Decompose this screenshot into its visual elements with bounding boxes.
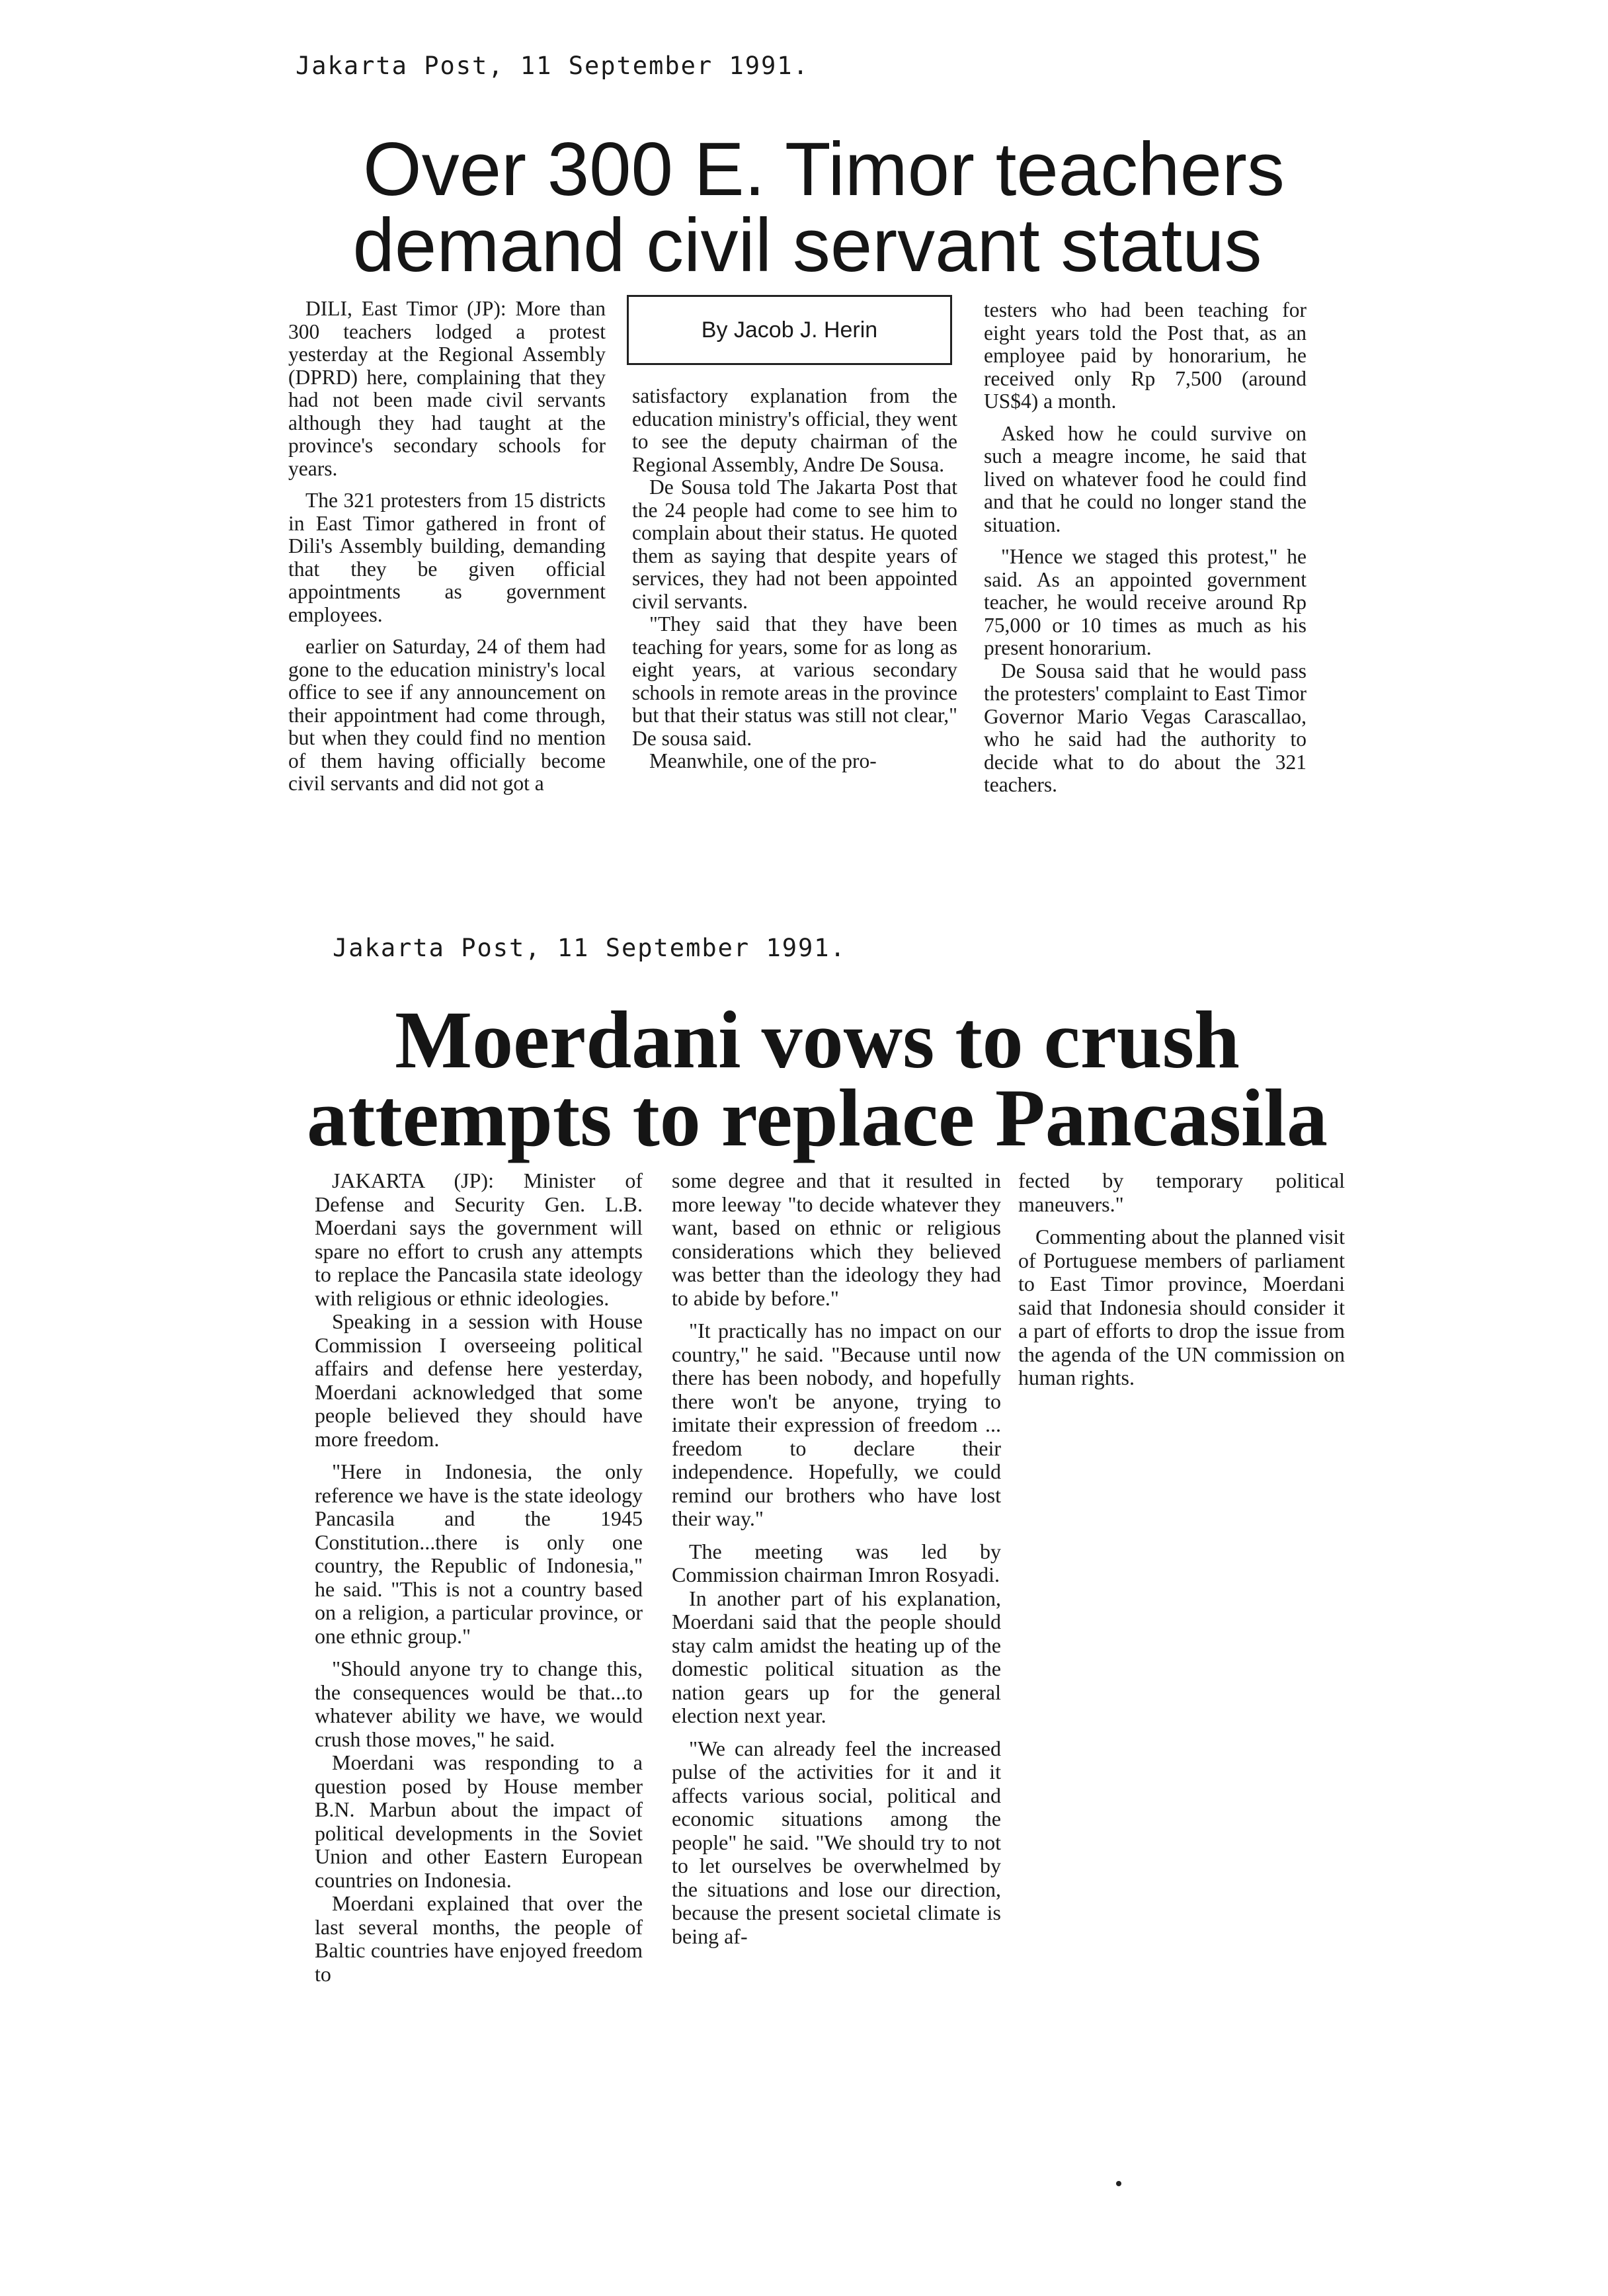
paragraph: "Should anyone try to change this, the consequences would be that...to whatever ability we have, we would crush those moves," he said. [315,1657,643,1751]
article1-column-3 [984,299,1306,797]
paragraph: De Sousa told The Jakarta Post that the 24 people had come to see him to complain about their status. He quoted them as saying that despite years of services, they had not been appointed civil servants. [632,475,957,613]
paragraph: Moerdani was responding to a question posed by House member B.N. Marbun about the impact of political developments in the Soviet Union and other Eastern European countries on Indonesia. [315,1750,643,1892]
paragraph: fected by temporary political maneuvers." [1018,1168,1345,1216]
paragraph: Moerdani explained that over the last several months, the people of Baltic countries have enjoyed freedom to [315,1891,643,1986]
article1-column-2 [632,385,957,773]
article2-source: Jakarta Post, 11 September 1991. [333,934,846,962]
paragraph: Speaking in a session with House Commission I overseeing political affairs and defense here yesterday, Moerdani acknowledged that some people believed they should have more freedom. [315,1309,643,1451]
article2-column-1 [315,1169,643,1986]
article1-headline-line1: Over 300 E. Timor teachers [363,128,1285,212]
paragraph: testers who had been teaching for eight years told the Post that, as an employee paid by honorarium, he received only Rp 7,500 (around US$4) a month. [984,298,1306,413]
paragraph: "Here in Indonesia, the only reference we have is the state ideology Pancasila and the 1945 Constitution...there is only one country, the Republic of Indonesia," he said. "This is not a country based on a religion, a particular province, or one ethnic group." [315,1459,643,1648]
paragraph: some degree and that it resulted in more leeway "to decide whatever they want, based on ethnic or religious considerations which they believed was better than the ideology they had to abide by before." [672,1168,1001,1310]
paragraph: De Sousa said that he would pass the protesters' complaint to East Timor Governor Mario Vegas Carascallao, who he said had the authority to decide what to do about the 321 teachers. [984,659,1306,796]
paragraph: "They said that they have been teaching for years, some for as long as eight years, at various secondary schools in remote areas in the province but that their status was still not clear," De sousa said. [632,612,957,750]
article1-byline: By Jacob J. Herin [627,295,952,365]
article1-source: Jakarta Post, 11 September 1991. [296,52,809,80]
paragraph: satisfactory explanation from the education ministry's official, they went to see the deputy chairman of the Regional Assembly, Andre De Sousa. [632,384,957,476]
paragraph: The meeting was led by Commission chairman Imron Rosyadi. [672,1539,1001,1586]
paragraph: JAKARTA (JP): Minister of Defense and Security Gen. L.B. Moerdani says the government will spare no effort to crush any attempts to replace the Pancasila state ideology with religious or ethnic ideologies. [315,1168,643,1310]
paragraph: The 321 protesters from 15 districts in East Timor gathered in front of Dili's Assembly building, demanding that they be given official appointments as government employees. [288,489,606,626]
paragraph: Commenting about the planned visit of Portuguese members of parliament to East Timor province, Moerdani said that Indonesia should consider it a part of efforts to drop the issue from the agenda of the UN commission on human rights. [1018,1225,1345,1389]
paragraph: Asked how he could survive on such a meagre income, he said that lived on whatever food he could find and that he could no longer stand the situation. [984,421,1306,536]
paragraph: "Hence we staged this protest," he said. As an appointed government teacher, he would receive around Rp 75,000 or 10 times as much as his present honorarium. [984,545,1306,659]
paragraph: Meanwhile, one of the pro- [649,749,877,772]
paragraph: earlier on Saturday, 24 of them had gone to the education ministry's local office to see if any announcement on their appointment had come through, but when they could find no mention of them having officially become civil servants and did not got a [288,635,606,795]
article2-headline-line1: Moerdani vows to crush [395,995,1240,1085]
article1-column-1 [288,298,606,796]
paragraph: In another part of his explanation, Moerdani said that the people should stay calm amidst the heating up of the domestic political situation as the nation gears up for the general election next year. [672,1586,1001,1727]
paragraph: "We can already feel the increased pulse of the activities for it and it affects various social, political and economic situations among the people" he said. "We should try to not to let ourselves be overwhelmed by the situations and lose our direction, because the present societal climate is being af- [672,1736,1001,1948]
article2-column-3 [1018,1169,1345,1390]
article2-headline-line2: attempts to replace Pancasila [307,1073,1328,1163]
article2-column-2 [672,1169,1001,1948]
paragraph: DILI, East Timor (JP): More than 300 teachers lodged a protest yesterday at the Regional Assembly (DPRD) here, complaining that they had not been made civil servants although they had taught at the province's secondary schools for years. [288,297,606,480]
paragraph: "It practically has no impact on our country," he said. "Because until now there has been nobody, and hopefully there won't be anyone, trying to imitate their expression of freedom ... freedom to declare their independence. Hopefully, we could remind our brothers who have lost their way." [672,1319,1001,1530]
stray-mark [1116,2181,1121,2186]
article1-headline-line2: demand civil servant status [352,204,1262,288]
